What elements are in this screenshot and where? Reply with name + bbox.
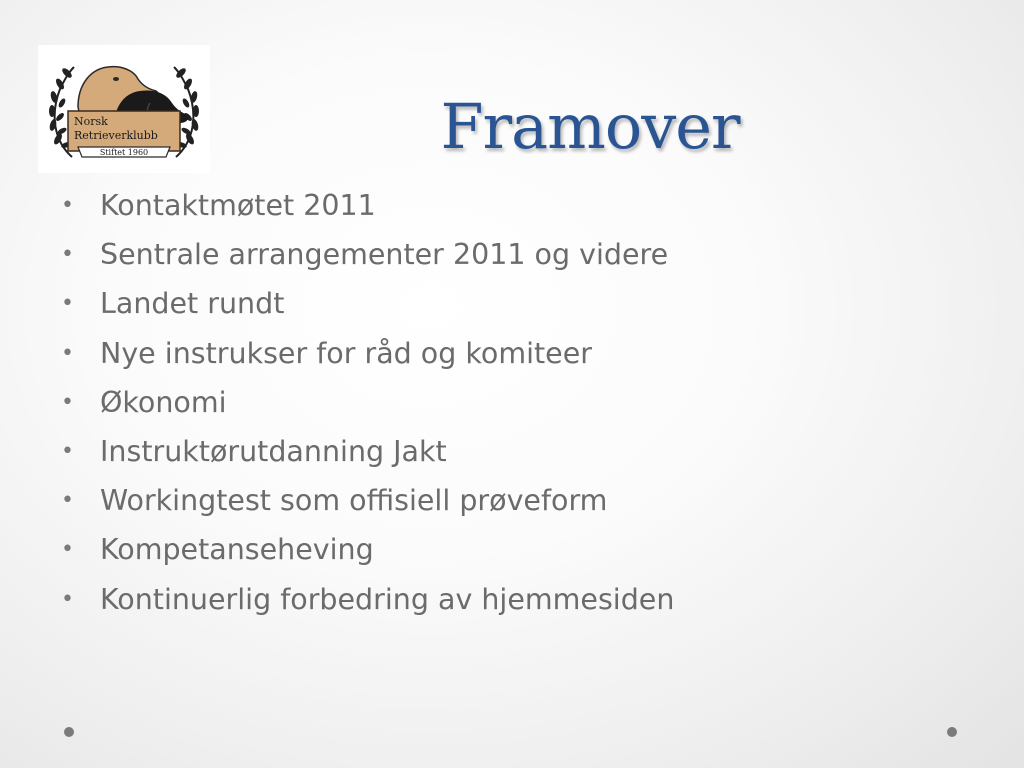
bullet-list (58, 181, 674, 624)
corner-dot-right (947, 727, 957, 737)
bullet-icon: • (61, 291, 74, 317)
bullet-text: Kompetanseheving (100, 533, 374, 567)
bullet-text: Sentrale arrangementer 2011 og videre (100, 238, 669, 272)
bullet-item (58, 181, 674, 230)
bullet-text: Landet rundt (100, 287, 285, 321)
club-logo (38, 45, 210, 173)
bullet-item (58, 378, 674, 427)
logo-text-retrieverklubb: Retrieverklubb (74, 129, 158, 142)
bullet-icon: • (61, 242, 74, 268)
bullet-item (58, 575, 674, 624)
bullet-item (58, 329, 674, 378)
retriever-dogs-wreath-logo-icon (38, 45, 210, 173)
bullet-icon: • (61, 340, 74, 366)
bullet-item (58, 525, 674, 574)
bullet-text: Kontaktmøtet 2011 (100, 189, 376, 222)
bullet-item (58, 230, 674, 279)
bullet-item (58, 427, 674, 476)
bullet-text: Økonomi (100, 385, 227, 419)
bullet-icon: • (61, 586, 74, 612)
corner-dot-left (64, 727, 74, 737)
bullet-icon: • (61, 389, 74, 415)
bullet-icon: • (61, 537, 74, 563)
bullet-item (58, 279, 674, 328)
bullet-text: Workingtest som offisiell prøveform (100, 484, 608, 518)
bullet-text: Instruktørutdanning Jakt (100, 434, 447, 468)
bullet-icon: • (61, 488, 74, 514)
logo-text-founded: Stiftet 1960 (99, 148, 149, 157)
bullet-text: Nye instrukser for råd og komiteer (100, 336, 592, 370)
bullet-text: Kontinuerlig forbedring av hjemmesiden (100, 582, 675, 616)
bullet-icon: • (61, 438, 74, 464)
logo-text-norsk: Norsk (74, 115, 108, 128)
bullet-icon: • (61, 193, 74, 218)
bullet-item (58, 476, 674, 525)
slide-title: Framover (440, 90, 740, 163)
